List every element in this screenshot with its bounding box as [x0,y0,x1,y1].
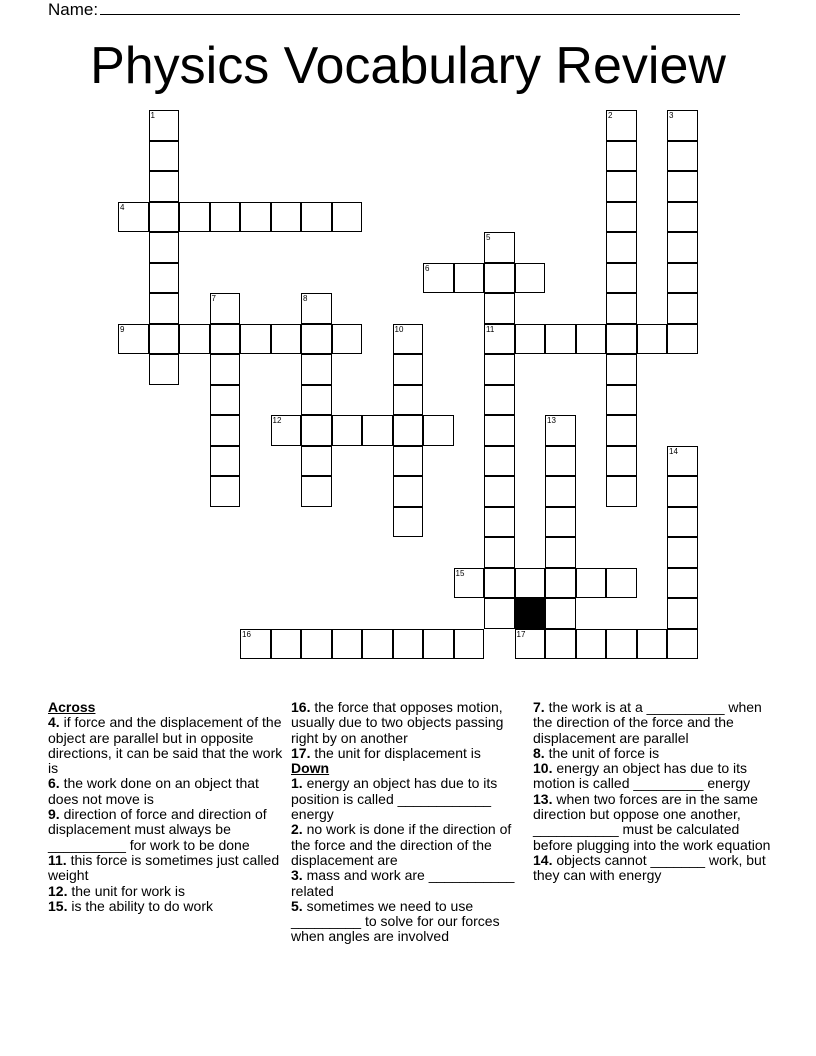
crossword-cell[interactable] [484,385,515,416]
cell-number: 1 [150,111,155,120]
crossword-cell[interactable] [545,324,576,355]
cell-number: 13 [547,416,556,425]
crossword-cell[interactable] [606,293,637,324]
clue-number: 6. [48,775,60,792]
crossword-cell[interactable] [606,446,637,477]
clue-down-8 [533,746,773,761]
crossword-cell[interactable] [149,232,180,263]
crossword-cell[interactable] [606,415,637,446]
crossword-cell[interactable] [271,202,302,233]
crossword-cell[interactable] [332,629,363,660]
cell-number: 17 [516,629,526,639]
clue-number: 2. [291,821,303,838]
clue-across-12 [48,884,284,899]
crossword-cell[interactable] [240,629,271,660]
crossword-cell[interactable] [423,629,454,660]
cell-number: 14 [669,446,678,456]
crossword-cell[interactable] [667,232,698,263]
crossword-cell[interactable] [301,446,332,477]
crossword-cell[interactable] [637,629,668,660]
crossword-cell[interactable] [271,324,302,355]
name-label: Name: [48,0,99,19]
clue-text: when two forces are in the same direction but oppose one another, ___________ must be calculated before plugging into the work equation [533,790,771,853]
crossword-cell[interactable] [576,568,607,599]
clue-down-14 [533,853,773,884]
clue-text: objects cannot _______ work, but they can with energy [533,851,766,884]
clue-number: 5. [291,897,303,914]
crossword-cell[interactable] [545,476,576,507]
clue-text: the force that opposes motion, usually due to two objects passing right by on another [291,699,504,746]
crossword-cell[interactable] [301,202,332,233]
crossword-cell[interactable] [576,629,607,660]
clue-across-9 [48,807,284,853]
across-heading: Across [48,699,96,715]
crossword-cell[interactable] [393,354,424,385]
crossword-cell[interactable] [606,354,637,385]
crossword-cell[interactable] [149,141,180,172]
crossword-cell[interactable] [606,568,637,599]
cell-number: 6 [425,263,430,273]
crossword-cell[interactable] [332,202,363,233]
cell-number: 4 [120,202,125,212]
crossword-cell[interactable] [393,385,424,416]
crossword-cell[interactable] [484,598,515,629]
crossword-cell[interactable] [667,263,698,294]
clue-number: 4. [48,714,60,731]
clue-across-11 [48,853,284,884]
crossword-cell[interactable] [362,415,393,446]
crossword-cell[interactable] [210,354,241,385]
crossword-cell[interactable] [606,141,637,172]
down-heading: Down [291,760,330,777]
clue-column-2 [291,700,527,945]
clue-text: if force and the displacement of the object are parallel but in opposite directions, it can be said that the work is [48,714,283,777]
crossword-cell[interactable] [149,202,180,233]
crossword-cell[interactable] [667,476,698,507]
crossword-cell[interactable] [484,324,515,355]
clue-number: 12. [48,882,68,899]
crossword-cell[interactable] [667,598,698,629]
crossword-cell[interactable] [667,293,698,324]
crossword-cell[interactable] [393,507,424,538]
crossword-cell[interactable] [484,507,515,538]
cell-number: 16 [242,629,251,639]
crossword-cell[interactable] [545,507,576,538]
cell-number: 3 [669,111,674,120]
crossword-cell[interactable] [301,629,332,660]
clue-text: this force is sometimes just called weight [48,851,280,884]
crossword-cell[interactable] [515,629,546,660]
crossword-cell[interactable] [606,171,637,202]
crossword-cell[interactable] [667,202,698,233]
crossword-cell[interactable] [606,263,637,294]
crossword-cell[interactable] [332,324,363,355]
crossword-cell[interactable] [606,202,637,233]
crossword-cell[interactable] [484,537,515,568]
crossword-cell[interactable] [149,171,180,202]
clue-text: energy an object has due to its position is called ____________ energy [291,775,498,823]
crossword-cell[interactable] [545,568,576,599]
crossword-cell[interactable] [210,202,241,233]
crossword-cell[interactable] [606,324,637,355]
crossword-cell[interactable] [454,568,485,599]
black-cell [515,598,546,629]
clue-down-5 [291,899,527,945]
clue-down-10 [533,761,773,792]
crossword-cell[interactable] [301,324,332,355]
crossword-cell[interactable] [423,415,454,446]
clue-column-1 [48,700,284,914]
crossword-cell[interactable] [210,446,241,477]
clue-down-3 [291,868,527,899]
crossword-cell[interactable] [606,476,637,507]
clue-number: 15. [48,897,68,914]
clue-column-3 [533,700,773,884]
crossword-cell[interactable] [149,263,180,294]
clue-number: 10. [533,760,553,777]
crossword-cell[interactable] [454,629,485,660]
crossword-cell[interactable] [240,202,271,233]
crossword-cell[interactable] [667,629,698,660]
clue-text: is the ability to do work [67,897,213,914]
crossword-cell[interactable] [210,476,241,507]
clue-number: 7. [533,699,545,715]
clue-text: direction of force and direction of displacement must always be __________ for work to be done [48,806,267,853]
page-title: Physics Vocabulary Review [90,37,726,95]
crossword-cell[interactable] [393,476,424,507]
clue-across-15 [48,899,284,914]
crossword-cell[interactable] [545,598,576,629]
crossword-cell[interactable] [667,141,698,172]
clue-across-6 [48,776,284,807]
crossword-cell[interactable] [484,354,515,385]
crossword-cell[interactable] [484,263,515,294]
crossword-cell[interactable] [423,263,454,294]
crossword-cell[interactable] [393,324,424,355]
cell-number: 5 [486,233,491,242]
cell-number: 15 [455,568,465,578]
cell-number: 2 [608,111,613,120]
clue-number: 16. [291,699,311,715]
crossword-cell[interactable] [667,324,698,355]
crossword-cell[interactable] [301,476,332,507]
crossword-cell[interactable] [545,446,576,477]
crossword-cell[interactable] [210,415,241,446]
crossword-cell[interactable] [606,232,637,263]
clue-down-1 [291,776,527,822]
crossword-cell[interactable] [667,446,698,477]
crossword-cell[interactable] [484,415,515,446]
crossword-cell[interactable] [484,293,515,324]
clue-number: 17. [291,744,311,761]
cell-number: 7 [211,294,216,303]
clue-text: the unit for work is [67,882,185,899]
crossword-cell[interactable] [393,446,424,477]
clue-number: 8. [533,744,545,761]
crossword-cell[interactable] [210,385,241,416]
clue-down-7 [533,700,773,746]
crossword-cell[interactable] [149,293,180,324]
crossword-cell[interactable] [271,415,302,446]
cell-number: 8 [303,294,308,303]
crossword-cell[interactable] [149,324,180,355]
crossword-cell[interactable] [484,232,515,263]
crossword-cell[interactable] [484,476,515,507]
crossword-cell[interactable] [606,629,637,660]
clue-text: no work is done if the direction of the force and the direction of the displacement are [291,821,512,868]
crossword-cell[interactable] [545,537,576,568]
cell-number: 10 [394,324,404,334]
crossword-cell[interactable] [667,568,698,599]
clue-number: 3. [291,867,303,884]
crossword-cell[interactable] [667,110,698,141]
crossword-cell[interactable] [271,629,302,660]
crossword-cell[interactable] [606,385,637,416]
crossword-cell[interactable] [606,110,637,141]
crossword-cell[interactable] [118,324,149,355]
clue-text: the work is at a __________ when the direction of the force and the displacement are parallel [533,699,762,746]
crossword-cell[interactable] [484,446,515,477]
crossword-cell[interactable] [637,324,668,355]
clue-text: the work done on an object that does not move is [48,775,259,807]
crossword-cell[interactable] [393,629,424,660]
crossword-cell[interactable] [118,202,149,233]
crossword-cell[interactable] [149,354,180,385]
crossword-cell[interactable] [301,293,332,324]
clue-across-4 [48,715,284,776]
crossword-cell[interactable] [667,537,698,568]
crossword-cell[interactable] [179,324,210,355]
crossword-cell[interactable] [301,354,332,385]
crossword-cell[interactable] [362,629,393,660]
crossword-cell[interactable] [240,324,271,355]
clue-across-16 [291,700,527,746]
crossword-cell[interactable] [393,415,424,446]
crossword-cell[interactable] [515,568,546,599]
crossword-cell[interactable] [210,324,241,355]
crossword-cell[interactable] [545,415,576,446]
crossword-cell[interactable] [332,415,363,446]
clue-down-2 [291,822,527,868]
clue-text: sometimes we need to use _________ to solve for our forces when angles are involved [291,897,500,945]
clue-number: 9. [48,806,60,823]
crossword-cell[interactable] [667,507,698,538]
clue-number: 1. [291,775,303,792]
clue-text: mass and work are ___________ related [291,867,515,899]
clue-number: 11. [48,851,67,868]
clue-across-17 [291,746,527,761]
crossword-cell[interactable] [301,385,332,416]
crossword-cell[interactable] [484,568,515,599]
clue-number: 13. [533,790,553,807]
clue-text: the unit of force is [544,744,660,761]
crossword-cell[interactable] [545,629,576,660]
crossword-cell[interactable] [301,415,332,446]
cell-number: 11 [486,324,495,334]
crossword-cell[interactable] [515,263,546,294]
crossword-cell[interactable] [576,324,607,355]
crossword-cell[interactable] [515,324,546,355]
clue-down-13 [533,792,773,853]
crossword-cell[interactable] [454,263,485,294]
crossword-cell[interactable] [210,293,241,324]
crossword-cell[interactable] [179,202,210,233]
crossword-cell[interactable] [667,171,698,202]
clue-text: the unit for displacement is [310,744,481,761]
clue-number: 14. [533,851,553,868]
cell-number: 12 [272,416,282,425]
cell-number: 9 [120,324,125,334]
crossword-cell[interactable] [149,110,180,141]
clue-text: energy an object has due to its motion is called _________ energy [533,760,751,792]
